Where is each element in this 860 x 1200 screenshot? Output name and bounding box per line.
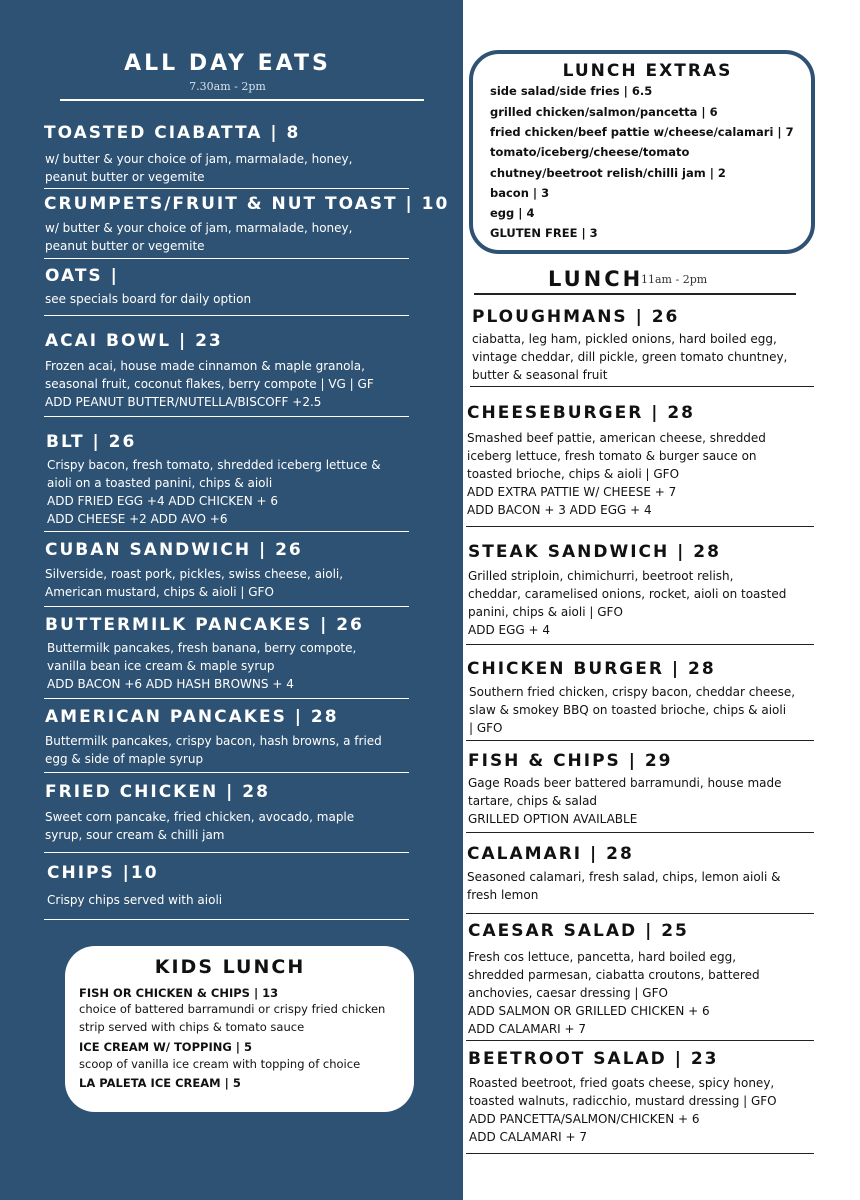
divider	[466, 913, 814, 914]
item-desc-line: Gage Roads beer battered barramundi, house made	[468, 776, 782, 790]
kids-item-title: LA PALETA ICE CREAM | 5	[79, 1076, 241, 1090]
divider	[44, 606, 409, 607]
item-desc-line: egg & side of maple syrup	[45, 752, 204, 766]
extras-line: side salad/side fries | 6.5	[490, 84, 653, 98]
extras-line: tomato/iceberg/cheese/tomato	[490, 145, 690, 159]
all-day-eats-title: ALL DAY EATS	[124, 51, 331, 76]
item-title: CHIPS |10	[47, 863, 159, 883]
item-desc-line: Smashed beef pattie, american cheese, shredded	[467, 431, 766, 445]
item-desc-line: Buttermilk pancakes, crispy bacon, hash browns, a fried	[45, 734, 382, 748]
item-desc-line: Fresh cos lettuce, pancetta, hard boiled egg,	[468, 950, 737, 964]
item-desc-line: shredded parmesan, ciabatta croutons, battered	[468, 968, 760, 982]
extras-line: egg | 4	[490, 206, 535, 220]
item-title: BLT | 26	[46, 432, 137, 452]
item-desc-line: ADD CALAMARI + 7	[468, 1022, 587, 1036]
lunch-title: LUNCH	[548, 267, 644, 291]
item-desc-line: panini, chips & aioli | GFO	[468, 605, 623, 619]
item-desc-line: ADD FRIED EGG +4 ADD CHICKEN + 6	[47, 494, 278, 508]
item-title: CAESAR SALAD | 25	[468, 921, 689, 941]
item-desc-line: Southern fried chicken, crispy bacon, cheddar cheese,	[469, 685, 796, 699]
item-title: ACAI BOWL | 23	[45, 331, 223, 351]
item-desc-line: ADD BACON +6 ADD HASH BROWNS + 4	[47, 677, 294, 691]
item-title: FISH & CHIPS | 29	[468, 751, 673, 771]
item-desc-line: w/ butter & your choice of jam, marmalade, honey,	[45, 221, 353, 235]
item-title: PLOUGHMANS | 26	[472, 307, 680, 327]
item-desc-line: ciabatta, leg ham, pickled onions, hard boiled egg,	[472, 332, 777, 346]
item-desc-line: peanut butter or vegemite	[45, 170, 205, 184]
item-title: CUBAN SANDWICH | 26	[45, 540, 303, 560]
extras-line: GLUTEN FREE | 3	[490, 226, 598, 240]
item-title: CALAMARI | 28	[467, 844, 634, 864]
divider	[44, 258, 409, 259]
item-desc-line: Crispy bacon, fresh tomato, shredded iceberg lettuce &	[47, 458, 381, 472]
extras-line: bacon | 3	[490, 186, 550, 200]
item-desc-line: ADD CALAMARI + 7	[469, 1130, 588, 1144]
item-desc-line: toasted walnuts, radicchio, mustard dressing | GFO	[469, 1094, 777, 1108]
item-desc-line: cheddar, caramelised onions, rocket, aioli on toasted	[468, 587, 787, 601]
divider	[44, 188, 409, 189]
item-desc-line: ADD SALMON OR GRILLED CHICKEN + 6	[468, 1004, 710, 1018]
item-title: OATS |	[45, 266, 119, 286]
divider	[466, 644, 814, 645]
item-desc-line: aioli on a toasted panini, chips & aioli	[47, 476, 273, 490]
item-desc-line: ADD PEANUT BUTTER/NUTELLA/BISCOFF +2.5	[45, 395, 322, 409]
kids-item-desc: scoop of vanilla ice cream with topping of choice	[79, 1057, 361, 1071]
item-desc-line: Buttermilk pancakes, fresh banana, berry compote,	[47, 641, 357, 655]
divider	[44, 531, 409, 532]
divider	[44, 698, 409, 699]
item-desc-line: Roasted beetroot, fried goats cheese, spicy honey,	[469, 1076, 775, 1090]
item-title: BUTTERMILK PANCAKES | 26	[45, 615, 364, 635]
item-title: CRUMPETS/FRUIT & NUT TOAST | 10	[44, 194, 450, 214]
divider	[466, 526, 814, 527]
extras-line: grilled chicken/salmon/pancetta | 6	[490, 105, 718, 119]
item-title: CHEESEBURGER | 28	[467, 403, 695, 423]
item-desc-line: vintage cheddar, dill pickle, green tomato chuntney,	[472, 350, 788, 364]
all-day-eats-hours: 7.30am - 2pm	[189, 80, 266, 93]
kids-item-title: FISH OR CHICKEN & CHIPS | 13	[79, 986, 279, 1000]
lunch-underline	[474, 293, 796, 295]
divider	[44, 416, 409, 417]
item-desc-line: ADD EXTRA PATTIE W/ CHEESE + 7	[467, 485, 677, 499]
lunch-hours: 11am - 2pm	[641, 273, 708, 286]
item-desc-line: Crispy chips served with aioli	[47, 893, 223, 907]
divider	[466, 1153, 814, 1154]
item-title: BEETROOT SALAD | 23	[468, 1049, 719, 1069]
item-desc-line: ADD CHEESE +2 ADD AVO +6	[47, 512, 228, 526]
item-desc-line: Grilled striploin, chimichurri, beetroot relish,	[468, 569, 734, 583]
kids-item-desc: strip served with chips & tomato sauce	[79, 1020, 305, 1034]
kids-item-title: ICE CREAM W/ TOPPING | 5	[79, 1040, 252, 1054]
item-desc-line: Sweet corn pancake, fried chicken, avocado, maple	[45, 810, 355, 824]
divider	[466, 740, 814, 741]
item-desc-line: syrup, sour cream & chilli jam	[45, 828, 225, 842]
divider	[466, 832, 814, 833]
item-desc-line: Frozen acai, house made cinnamon & maple granola,	[45, 359, 365, 373]
item-desc-line: butter & seasonal fruit	[472, 368, 608, 382]
item-desc-line: ADD BACON + 3 ADD EGG + 4	[467, 503, 652, 517]
item-desc-line: w/ butter & your choice of jam, marmalade, honey,	[45, 152, 353, 166]
item-title: FRIED CHICKEN | 28	[45, 782, 270, 802]
item-desc-line: ADD EGG + 4	[468, 623, 551, 637]
extras-line: fried chicken/beef pattie w/cheese/calamari | 7	[490, 125, 794, 139]
item-desc-line: | GFO	[469, 721, 503, 735]
divider	[44, 772, 409, 773]
item-desc-line: seasonal fruit, coconut flakes, berry compote | VG | GF	[45, 377, 374, 391]
item-title: STEAK SANDWICH | 28	[468, 542, 721, 562]
divider	[466, 1040, 814, 1041]
item-desc-line: toasted brioche, chips & aioli | GFO	[467, 467, 680, 481]
item-desc-line: GRILLED OPTION AVAILABLE	[468, 812, 638, 826]
item-title: AMERICAN PANCAKES | 28	[45, 707, 339, 727]
item-desc-line: ADD PANCETTA/SALMON/CHICKEN + 6	[469, 1112, 700, 1126]
divider	[44, 919, 409, 920]
all-day-eats-underline	[60, 99, 424, 101]
divider	[44, 852, 409, 853]
divider	[470, 386, 814, 387]
divider	[44, 315, 409, 316]
extras-line: chutney/beetroot relish/chilli jam | 2	[490, 166, 726, 180]
item-title: CHICKEN BURGER | 28	[467, 659, 716, 679]
item-desc-line: American mustard, chips & aioli | GFO	[45, 585, 274, 599]
item-desc-line: tartare, chips & salad	[468, 794, 598, 808]
item-desc-line: vanilla bean ice cream & maple syrup	[47, 659, 275, 673]
item-desc-line: anchovies, caesar dressing | GFO	[468, 986, 668, 1000]
item-desc-line: slaw & smokey BBQ on toasted brioche, chips & aioli	[469, 703, 787, 717]
kids-item-desc: choice of battered barramundi or crispy fried chicken	[79, 1002, 386, 1016]
item-desc-line: iceberg lettuce, fresh tomato & burger sauce on	[467, 449, 757, 463]
item-desc-line: peanut butter or vegemite	[45, 239, 205, 253]
kids-lunch-title: KIDS LUNCH	[154, 956, 306, 978]
lunch-extras-title: LUNCH EXTRAS	[562, 61, 733, 81]
item-title: TOASTED CIABATTA | 8	[44, 123, 301, 143]
item-desc-line: Silverside, roast pork, pickles, swiss cheese, aioli,	[45, 567, 344, 581]
item-desc-line: fresh lemon	[467, 888, 539, 902]
item-desc-line: see specials board for daily option	[45, 292, 252, 306]
item-desc-line: Seasoned calamari, fresh salad, chips, lemon aioli &	[467, 870, 781, 884]
